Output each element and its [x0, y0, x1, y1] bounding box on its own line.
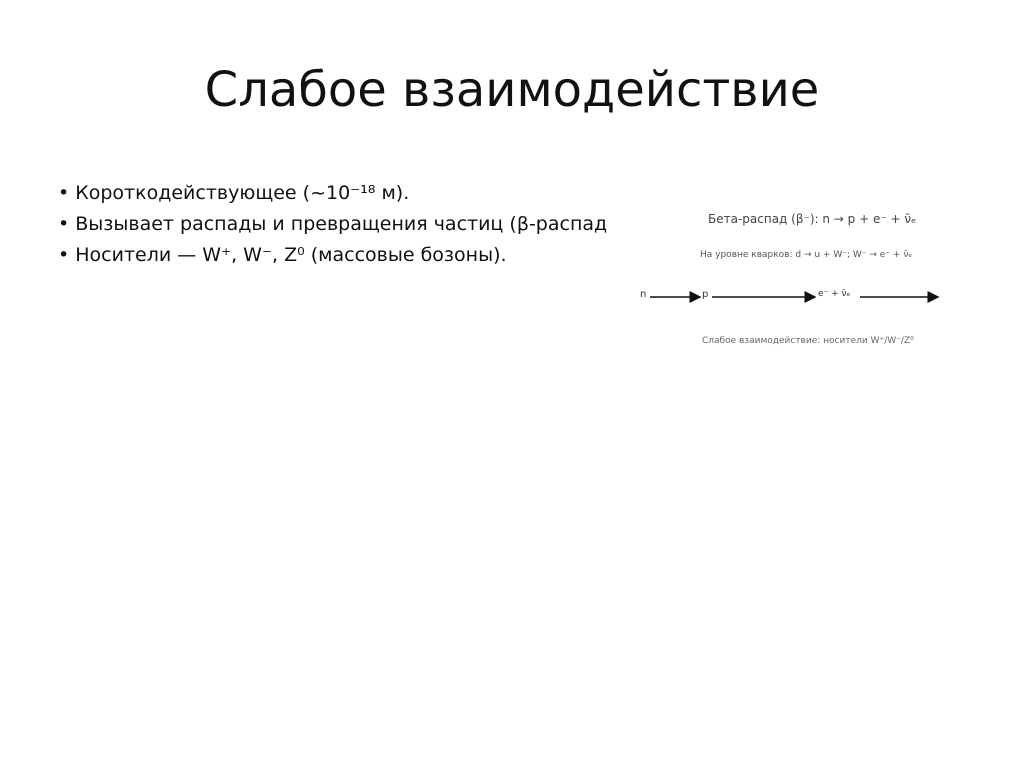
label-proton: p: [702, 289, 709, 300]
label-neutron: n: [640, 289, 647, 300]
bullet-short-range: • Короткодействующее (~10⁻¹⁸ м).: [58, 182, 410, 204]
bullet-list: [58, 178, 620, 271]
beta-decay-equation: Бета-распад (β⁻): n → p + e⁻ + ν̄ₑ: [708, 212, 917, 226]
slide-title: Слабое взаимодействие: [204, 62, 820, 118]
bullet-carriers: • Носители — W⁺, W⁻, Z⁰ (массовые бозоны).: [58, 244, 507, 266]
beta-decay-diagram: [620, 200, 960, 360]
label-electron-antineutrino: e⁻ + ν̄ₑ: [818, 289, 851, 299]
quark-level-equation: На уровне кварков: d → u + W⁻; W⁻ → e⁻ + ν̄ₑ: [700, 250, 913, 260]
weak-carriers-caption: Слабое взаимодействие: носители W⁺/W⁻/Z⁰: [702, 336, 914, 346]
bullet-decays: • Вызывает распады и превращения частиц (β-распад: [58, 213, 608, 235]
